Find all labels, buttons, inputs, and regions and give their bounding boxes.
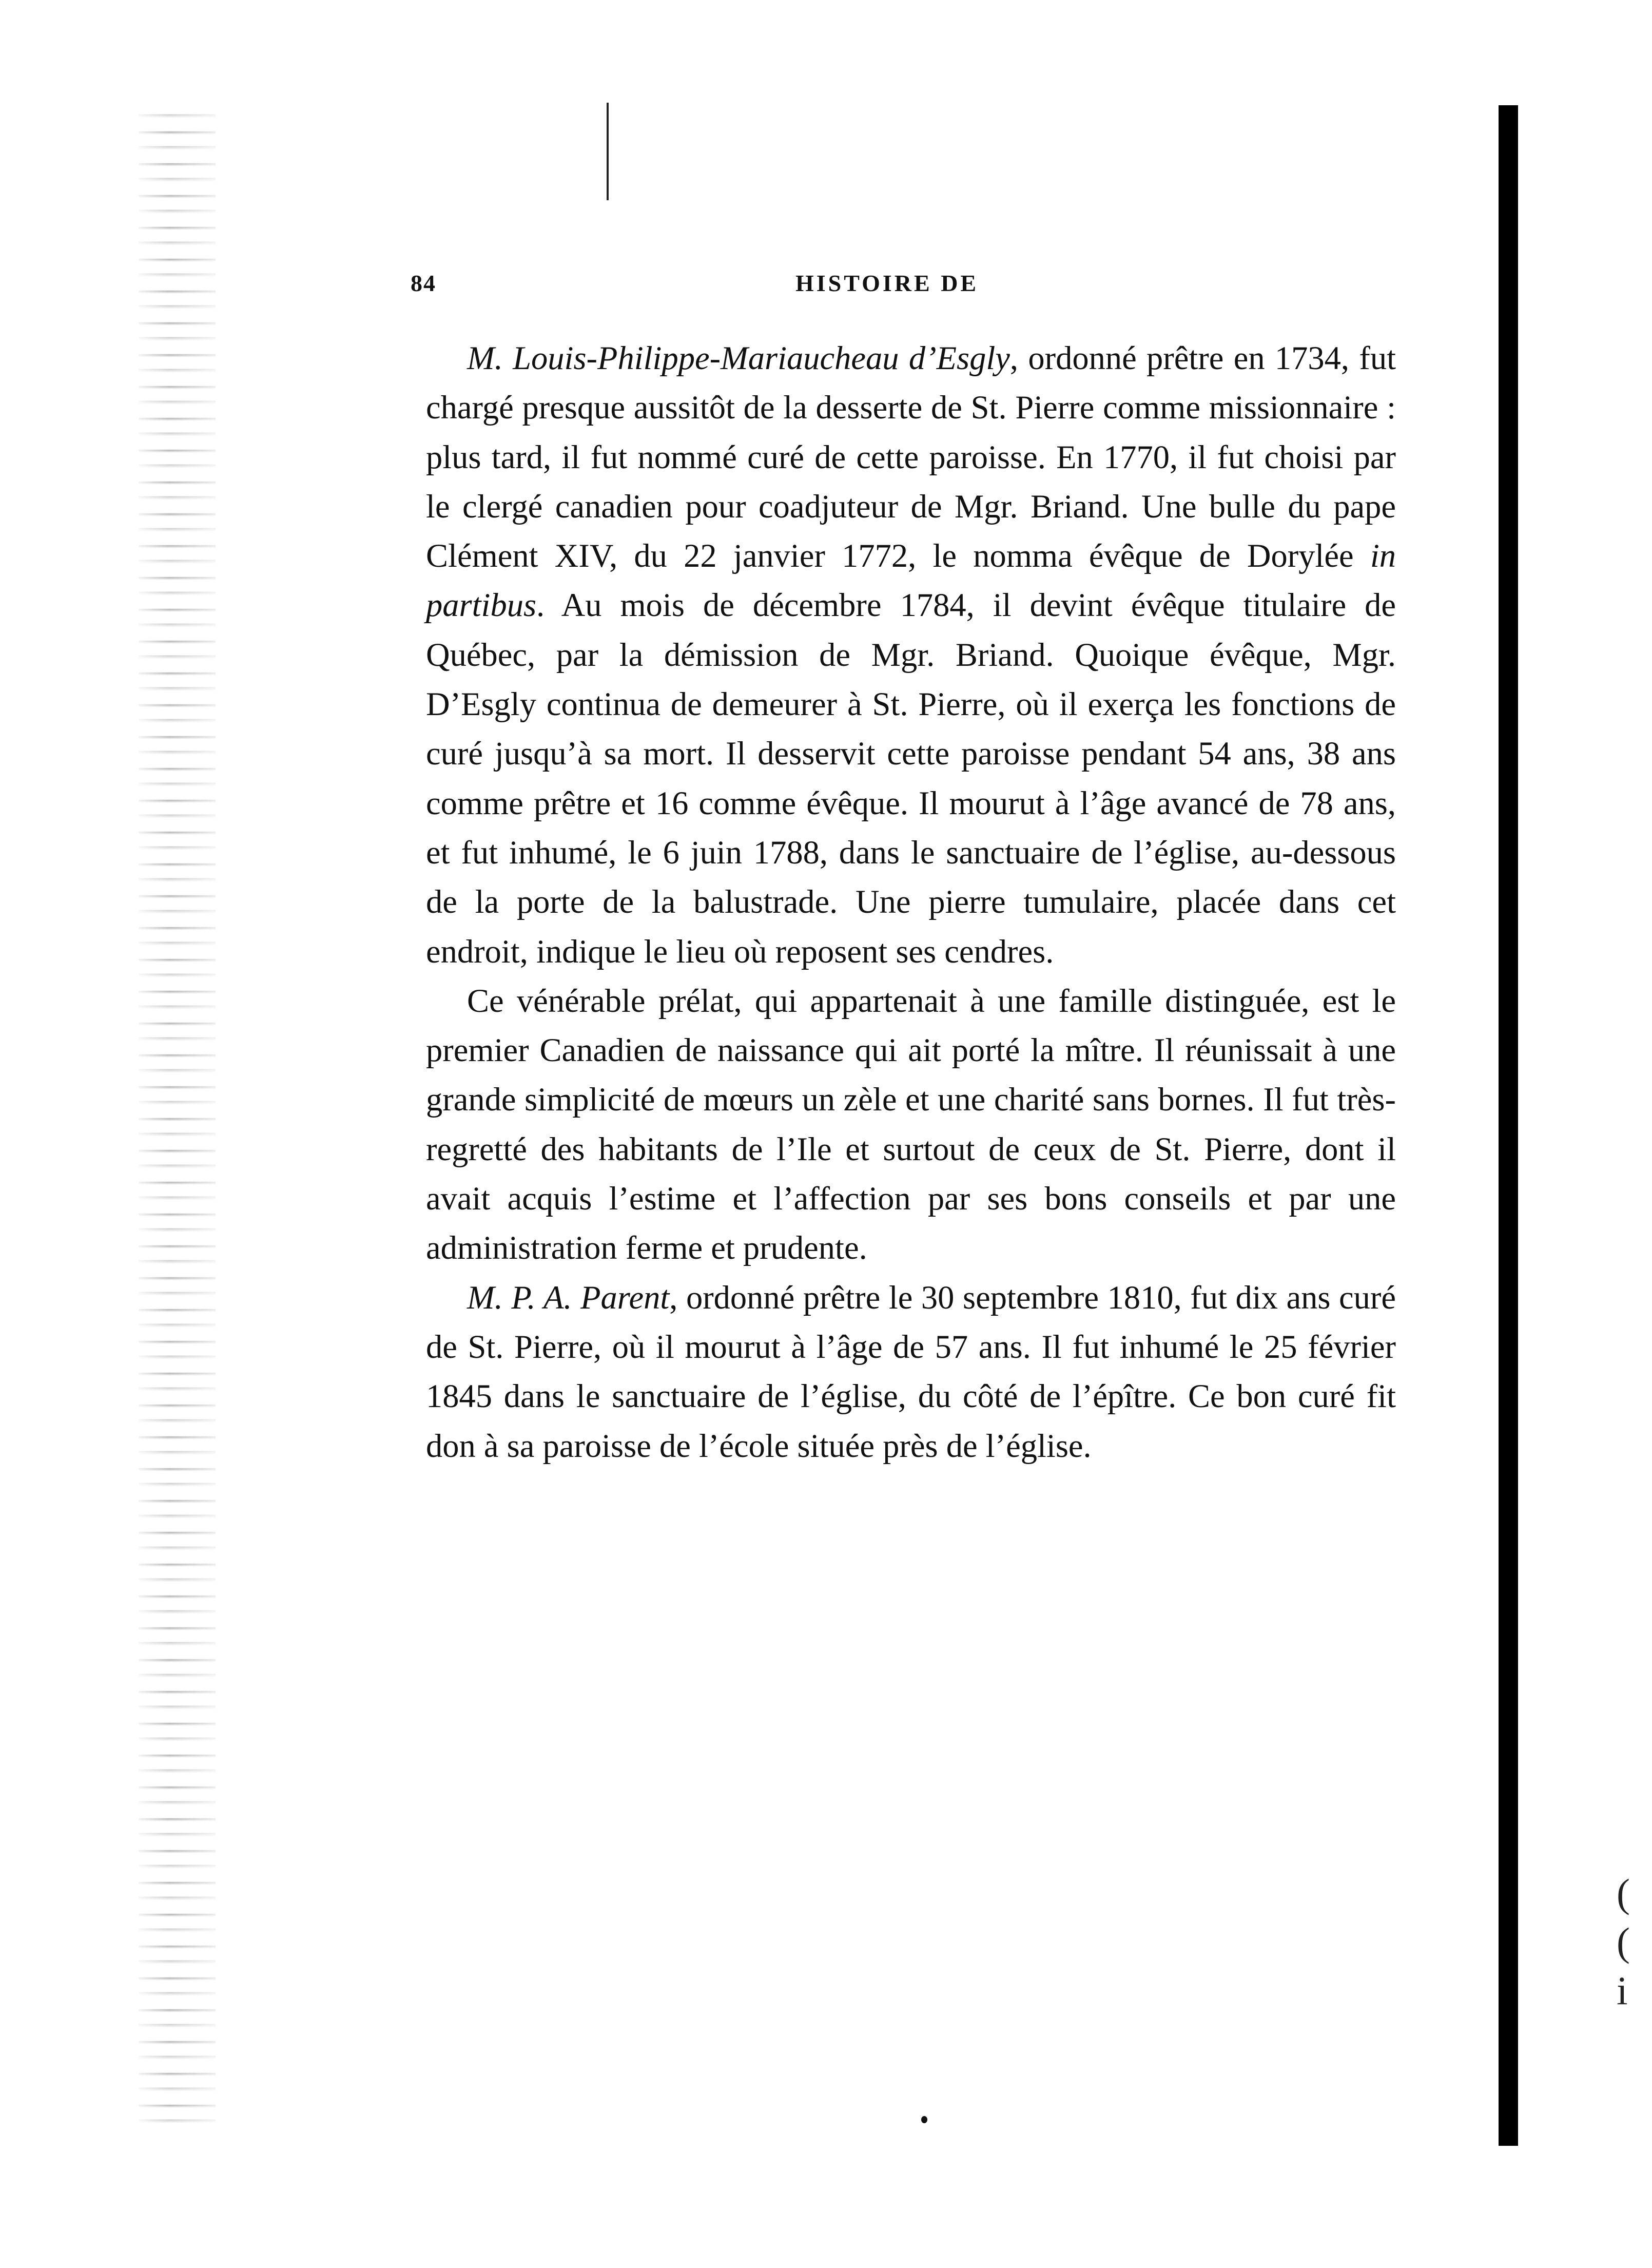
- scan-right-edge-bar: [1499, 105, 1518, 2146]
- page-number: 84: [411, 270, 436, 296]
- paragraph-text: , ordonné prêtre en 1734, fut chargé presque aussitôt de la desserte de St. Pierre comme missionnaire : plus tard, il fut nommé curé de cette paroisse. En 1770, il fut choisi par le clergé canadien pour coadjuteur de Mgr. Briand. Une bulle du pape Clément XIV, du 22 janvier 1772, le nomma évêque de Dorylée: [426, 340, 1396, 574]
- fragment-1: (: [1617, 1871, 1630, 1915]
- name-parent: M. P. A. Parent: [467, 1279, 670, 1316]
- page-body: [426, 334, 1396, 1471]
- adjacent-page-fragments: [1617, 1869, 1630, 2015]
- paragraph-tribute: [426, 976, 1396, 1273]
- name-desgly: M. Louis-Philippe-Mariaucheau d’Esgly: [467, 340, 1010, 376]
- page-header: [411, 270, 1437, 316]
- paragraph-parent: [426, 1273, 1396, 1471]
- running-title: HISTOIRE DE: [795, 270, 979, 296]
- scan-dot: [921, 2116, 927, 2123]
- paragraph-text: Ce vénérable prélat, qui appartenait à une famille distinguée, est le premier Canadien de naissance qui ait porté la mître. Il réunissait à une grande simplicité de mœurs un zèle et une charité sans bornes. Il fut très-regretté des habitants de l’Ile et surtout de ceux de St. Pierre, dont il avait acquis l’estime et l’affection par ses bons conseils et par une administration ferme et prudente.: [426, 982, 1396, 1266]
- paragraph-text-continued: . Au mois de décembre 1784, il devint évêque titulaire de Québec, par la démission de Mgr. Briand. Quoique évêque, Mgr. D’Esgly continua de demeurer à St. Pierre, où il exerça les fonctions de curé jusqu’à sa mort. Il desservit cette paroisse pendant 54 ans, 38 ans comme prêtre et 16 comme évêque. Il mourut à l’âge avancé de 78 ans, et fut inhumé, le 6 juin 1788, dans le sanctuaire de l’église, au-dessous de la porte de la balustrade. Une pierre tumulaire, placée dans cet endroit, indique le lieu où reposent ses cendres.: [426, 587, 1396, 970]
- paragraph-desgly: [426, 334, 1396, 976]
- latin-phrase: in partibus: [426, 537, 1396, 624]
- fragment-3: i: [1617, 1968, 1628, 2013]
- fragment-2: (: [1617, 1919, 1630, 1964]
- paragraph-text: , ordonné prêtre le 30 septembre 1810, fut dix ans curé de St. Pierre, où il mourut à l’âge de 57 ans. Il fut inhumé le 25 février 1845 dans le sanctuaire de l’église, du côté de l’épître. Ce bon curé fit don à sa paroisse de l’école située près de l’église.: [426, 1279, 1396, 1464]
- scan-edge-noise: [139, 103, 216, 2130]
- scan-top-mark: [607, 103, 609, 200]
